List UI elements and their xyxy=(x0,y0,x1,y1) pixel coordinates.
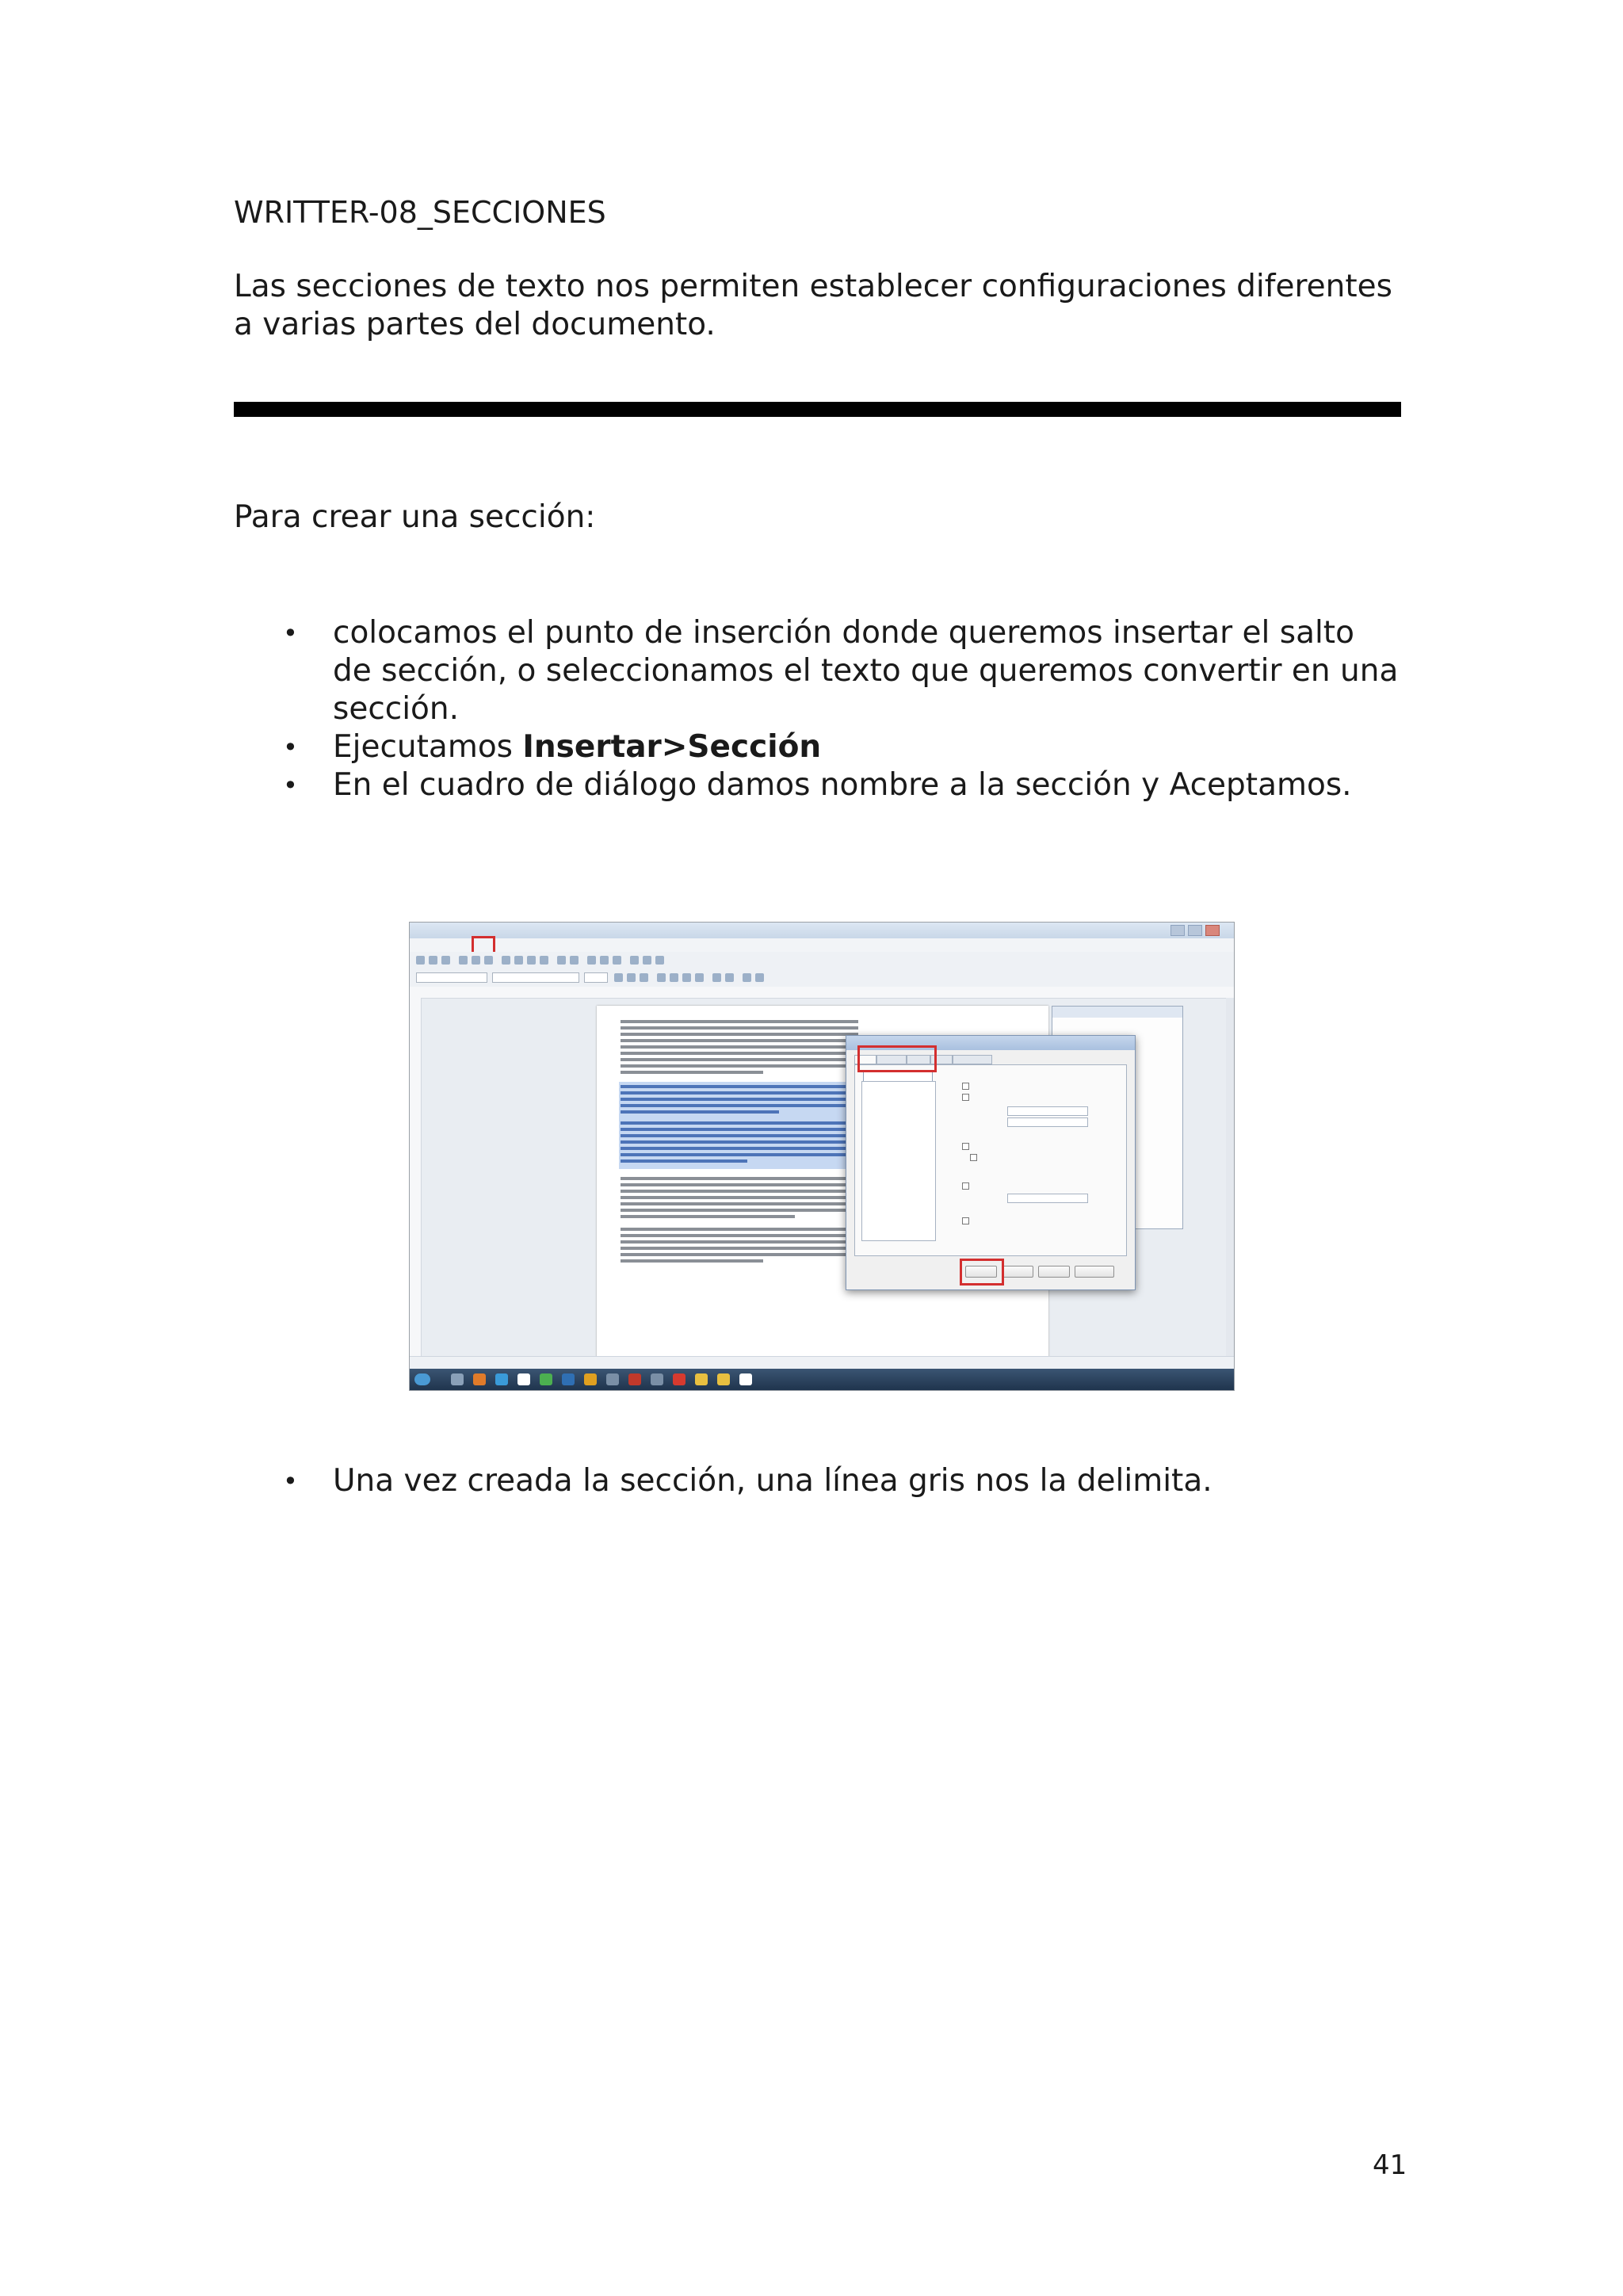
screenshot-figure xyxy=(409,922,1235,1391)
menu-bar xyxy=(410,938,1234,952)
pdf-icon xyxy=(459,956,468,965)
hide-checkbox xyxy=(962,1182,969,1190)
text-line xyxy=(621,1052,858,1055)
preview-icon xyxy=(484,956,493,965)
vertical-scrollbar xyxy=(1226,998,1234,1357)
selected-text-line xyxy=(621,1098,858,1101)
folder-icon xyxy=(695,1373,708,1385)
copy-icon xyxy=(527,956,536,965)
dde-checkbox xyxy=(962,1094,969,1101)
open-icon xyxy=(429,956,437,965)
section-name-highlight xyxy=(857,1045,937,1072)
insert-button-highlight xyxy=(960,1259,1004,1286)
justify-icon xyxy=(695,973,704,982)
list-item xyxy=(234,766,1399,804)
image-icon xyxy=(600,956,609,965)
formatting-toolbar xyxy=(410,969,1234,988)
align-left-icon xyxy=(657,973,666,982)
selected-text-line xyxy=(621,1140,858,1144)
step-text: Ejecutamos xyxy=(333,729,523,765)
link-checkbox xyxy=(962,1083,969,1090)
window-title-bar xyxy=(410,923,1234,938)
selected-text-line xyxy=(621,1128,858,1131)
cancel-button xyxy=(1002,1266,1033,1278)
protected-checkbox xyxy=(962,1143,969,1150)
text-line xyxy=(621,1026,858,1030)
align-right-icon xyxy=(682,973,691,982)
numbering-icon xyxy=(712,973,721,982)
lead-paragraph: Para crear una sección: xyxy=(234,499,596,535)
step-text: Una vez creada la sección, una línea gris nos la delimita. xyxy=(333,1463,1212,1499)
word-icon xyxy=(562,1373,575,1385)
list-item xyxy=(234,1462,1399,1500)
vertical-ruler xyxy=(410,998,422,1357)
list-item xyxy=(234,728,1399,766)
app-icon xyxy=(451,1373,464,1385)
selected-text-line xyxy=(621,1153,858,1156)
steps-list xyxy=(234,614,1399,804)
section-input xyxy=(1007,1117,1088,1127)
chrome-icon xyxy=(584,1373,597,1385)
list-item xyxy=(234,614,1399,728)
cut-icon xyxy=(514,956,523,965)
condition-input xyxy=(1007,1194,1088,1203)
text-line xyxy=(621,1259,763,1263)
font-size-combo xyxy=(584,972,608,983)
ie-icon xyxy=(495,1373,508,1385)
standard-toolbar xyxy=(410,952,1234,970)
selected-text-line xyxy=(621,1134,858,1137)
text-line xyxy=(621,1183,858,1186)
editable-checkbox xyxy=(962,1217,969,1224)
app-icon xyxy=(606,1373,619,1385)
firefox-icon xyxy=(473,1373,486,1385)
redo-icon xyxy=(570,956,579,965)
text-line xyxy=(621,1196,858,1199)
maximize-icon xyxy=(1188,925,1202,936)
text-line xyxy=(621,1045,858,1049)
spellcheck-icon xyxy=(502,956,510,965)
step-text: En el cuadro de diálogo damos nombre a la sección y Aceptamos. xyxy=(333,767,1352,803)
text-line xyxy=(621,1177,858,1180)
highlight-icon xyxy=(755,973,764,982)
insert-section-dialog xyxy=(846,1035,1136,1290)
step-text: colocamos el punto de inserción donde queremos insertar el salto de sección, o seleccionamos el texto que queremos convertir en una sección. xyxy=(333,615,1399,727)
page-number: 41 xyxy=(1373,2149,1407,2181)
print-icon xyxy=(472,956,480,965)
text-line xyxy=(621,1202,858,1205)
selected-text-line xyxy=(621,1159,747,1163)
text-line xyxy=(621,1033,858,1036)
selected-text-line xyxy=(621,1085,858,1088)
new-icon xyxy=(416,956,425,965)
separator-rule xyxy=(234,402,1401,417)
text-line xyxy=(621,1253,858,1256)
page-title: WRITTER-08_SECCIONES xyxy=(234,195,606,230)
folder-icon xyxy=(717,1373,730,1385)
selected-text-line xyxy=(621,1121,858,1125)
text-line xyxy=(621,1215,795,1218)
bold-icon xyxy=(614,973,623,982)
windows-taskbar xyxy=(410,1369,1234,1390)
text-line xyxy=(621,1058,858,1061)
status-bar xyxy=(410,1356,1234,1369)
undo-icon xyxy=(557,956,566,965)
reset-button xyxy=(1075,1266,1114,1278)
font-name-combo xyxy=(492,972,579,983)
gallery-icon xyxy=(655,956,664,965)
styles-panel-title xyxy=(1052,1007,1182,1018)
save-icon xyxy=(441,956,450,965)
text-line xyxy=(621,1228,858,1231)
underline-icon xyxy=(640,973,648,982)
paragraph-style-combo xyxy=(416,972,487,983)
final-list xyxy=(234,1462,1399,1500)
text-line xyxy=(621,1039,858,1042)
start-icon xyxy=(414,1373,430,1385)
selected-text-line xyxy=(621,1104,858,1107)
text-line xyxy=(621,1064,858,1068)
align-center-icon xyxy=(670,973,678,982)
spotify-icon xyxy=(540,1373,552,1385)
filename-input xyxy=(1007,1106,1088,1116)
text-line xyxy=(621,1190,858,1193)
bullets-icon xyxy=(725,973,734,982)
filezilla-icon xyxy=(628,1373,641,1385)
text-line xyxy=(621,1234,858,1237)
text-line xyxy=(621,1071,763,1074)
selected-text-line xyxy=(621,1110,779,1114)
password-checkbox xyxy=(970,1154,977,1161)
paste-icon xyxy=(540,956,548,965)
italic-icon xyxy=(627,973,636,982)
table-icon xyxy=(587,956,596,965)
selected-text-line xyxy=(621,1147,858,1150)
dialog-body xyxy=(854,1064,1127,1256)
close-icon xyxy=(1205,925,1220,936)
section-list xyxy=(861,1081,936,1241)
app-icon xyxy=(651,1373,663,1385)
find-icon xyxy=(630,956,639,965)
text-line xyxy=(621,1020,858,1023)
horizontal-ruler xyxy=(410,987,1234,999)
menu-path: Insertar>Sección xyxy=(522,729,822,765)
navigator-icon xyxy=(643,956,651,965)
minimize-icon xyxy=(1170,925,1185,936)
pdf-reader-icon xyxy=(673,1373,685,1385)
doc-icon xyxy=(517,1373,530,1385)
text-line xyxy=(621,1247,858,1250)
selected-text-line xyxy=(621,1091,858,1095)
tab-notas xyxy=(953,1055,992,1064)
font-color-icon xyxy=(743,973,751,982)
writer-icon xyxy=(739,1373,752,1385)
chart-icon xyxy=(613,956,621,965)
intro-paragraph: Las secciones de texto nos permiten establecer configuraciones diferentes a varias partes del documento. xyxy=(234,269,1392,342)
text-line xyxy=(621,1240,858,1244)
text-line xyxy=(621,1209,858,1212)
help-button xyxy=(1038,1266,1070,1278)
